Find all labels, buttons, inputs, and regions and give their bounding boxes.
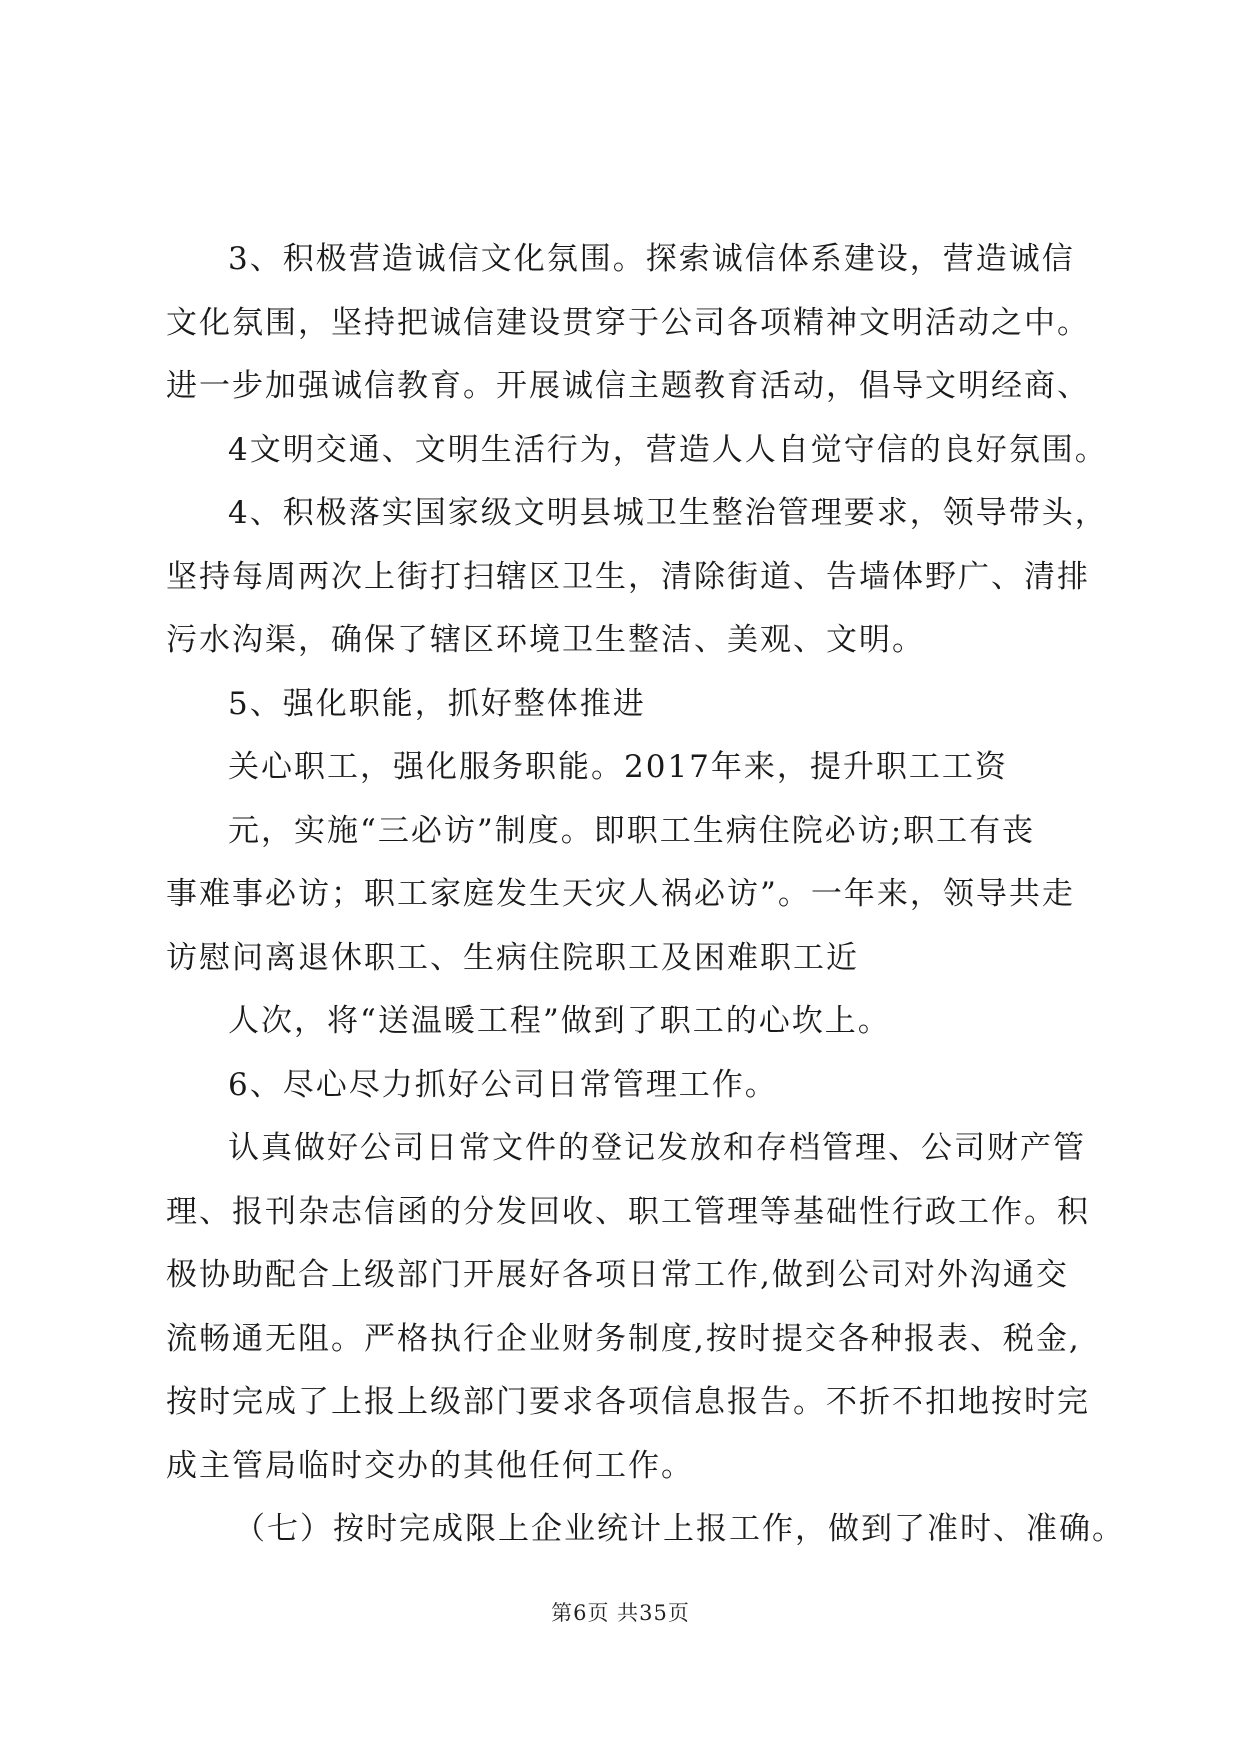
document-body — [166, 228, 1125, 1562]
paragraph-line-15: 认真做好公司日常文件的登记发放和存档管理、公司财产管 — [228, 1130, 1086, 1166]
paragraph-line-5: 4、积极落实国家级文明县城卫生整治管理要求，领导带头， — [228, 495, 1108, 531]
paragraph-line-20: 成主管局临时交办的其他任何工作。 — [166, 1447, 694, 1484]
paragraph-line-2: 文化氛围，坚持把诚信建设贯穿于公司各项精神文明活动之中。 — [166, 304, 1090, 341]
paragraph-line-17: 极协助配合上级部门开展好各项日常工作,做到公司对外沟通交 — [166, 1257, 1069, 1293]
page-number-footer: 第6页 共35页 — [551, 1601, 690, 1625]
paragraph-line-10: 元，实施“三必访”制度。即职工生病住院必访;职工有丧 — [228, 812, 1036, 849]
section-heading-6: 6、尽心尽力抓好公司日常管理工作。 — [228, 1066, 778, 1103]
section-heading-7: （七）按时完成限上企业统计上报工作，做到了准时、准确。 — [234, 1511, 1125, 1547]
paragraph-line-4: 4文明交通、文明生活行为，营造人人自觉守信的良好氛围。 — [228, 431, 1108, 468]
paragraph-line-12: 访慰问离退休职工、生病住院职工及困难职工近 — [166, 939, 859, 976]
section-heading-5: 5、强化职能，抓好整体推进 — [228, 685, 646, 722]
paragraph-line-1: 3、积极营造诚信文化氛围。探索诚信体系建设，营造诚信 — [228, 241, 1075, 277]
paragraph-line-13: 人次，将“送温暖工程”做到了职工的心坎上。 — [228, 1003, 891, 1039]
paragraph-line-18: 流畅通无阻。严格执行企业财务制度,按时提交各种报表、税金, — [166, 1320, 1081, 1357]
paragraph-line-16: 理、报刊杂志信函的分发回收、职工管理等基础性行政工作。积 — [166, 1193, 1090, 1230]
paragraph-line-7: 污水沟渠，确保了辖区环境卫生整洁、美观、文明。 — [166, 622, 925, 658]
paragraph-line-6: 坚持每周两次上街打扫辖区卫生，清除街道、告墙体野广、清排 — [166, 558, 1090, 595]
paragraph-line-3: 进一步加强诚信教育。开展诚信主题教育活动，倡导文明经商、 — [166, 368, 1090, 404]
paragraph-line-19: 按时完成了上报上级部门要求各项信息报告。不折不扣地按时完 — [166, 1384, 1090, 1420]
paragraph-line-11: 事难事必访；职工家庭发生天灾人祸必访”。一年来，领导共走 — [166, 876, 1075, 912]
paragraph-line-9: 关心职工，强化服务职能。2017年来，提升职工工资 — [228, 749, 1008, 785]
